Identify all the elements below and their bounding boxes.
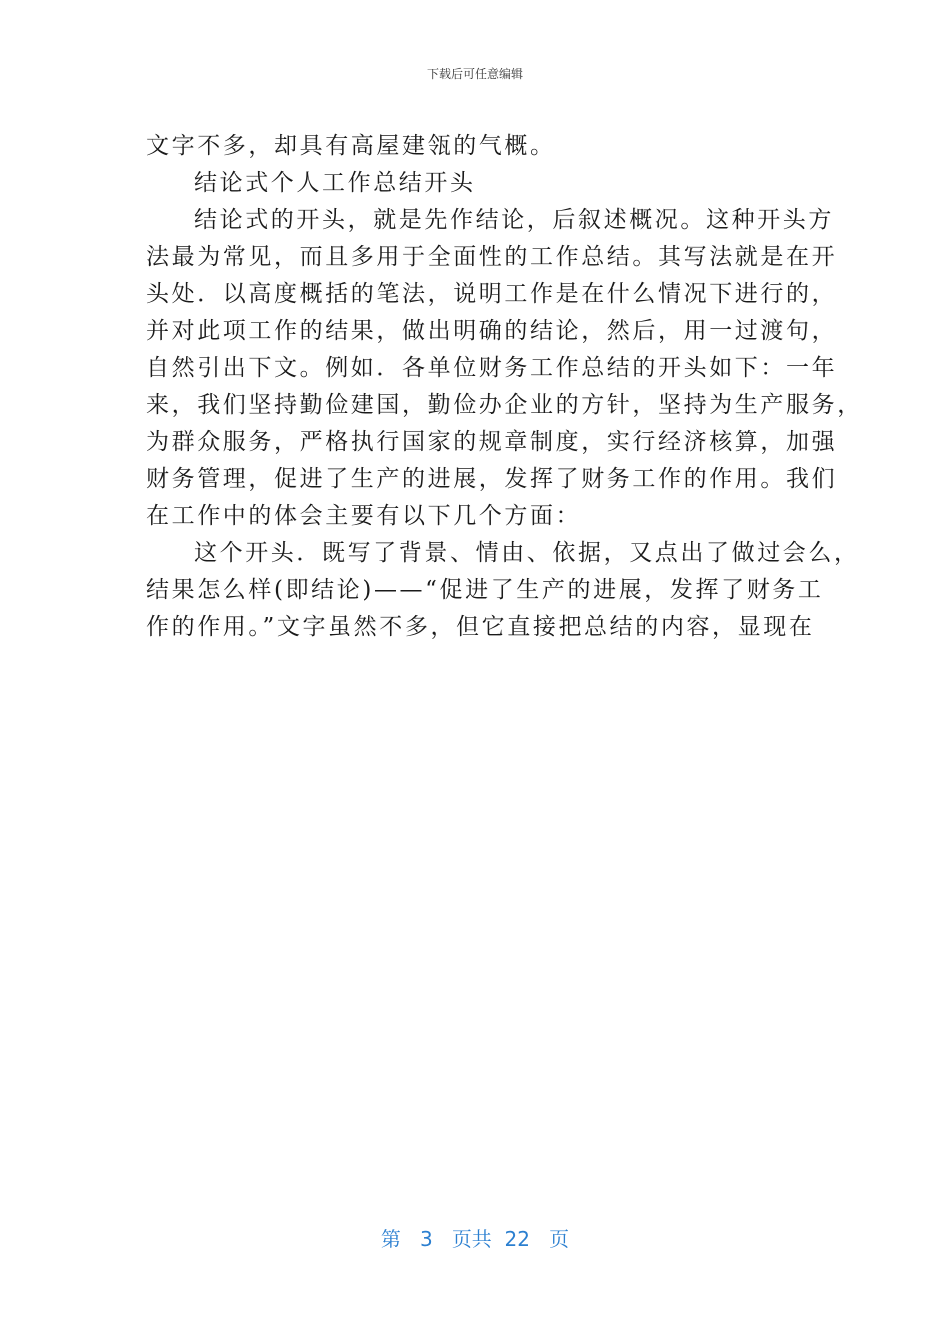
text-line: 法最为常见，而且多用于全面性的工作总结。其写法就是在开 <box>146 244 838 270</box>
text-line: 自然引出下文。例如．各单位财务工作总结的开头如下：一年 <box>146 355 838 381</box>
text-line: 来，我们坚持勤俭建国，勤俭办企业的方针，坚持为生产服务， <box>146 392 863 418</box>
page-footer <box>0 1226 950 1252</box>
text-line: 并对此项工作的结果，做出明确的结论，然后，用一过渡句， <box>146 318 838 344</box>
text-line: 在工作中的体会主要有以下几个方面： <box>146 503 582 529</box>
text-line: 文字不多，却具有高屋建瓴的气概。 <box>146 133 556 159</box>
text-line: 头处．以高度概括的笔法，说明工作是在什么情况下进行的， <box>146 281 838 307</box>
text-line: 结果怎么样(即结论)——“促进了生产的进展，发挥了财务工 <box>146 577 824 603</box>
text-line: 结论式的开头，就是先作结论，后叙述概况。这种开头方 <box>194 207 834 233</box>
body-text <box>146 128 863 646</box>
text-line: 结论式个人工作总结开头 <box>194 170 476 196</box>
page-number-prefix: 第 <box>380 1227 401 1251</box>
header-note: 下载后可任意编辑 <box>426 67 523 81</box>
current-page-number: 3 <box>420 1227 433 1251</box>
text-line: 财务管理，促进了生产的进展，发挥了财务工作的作用。我们 <box>146 466 838 492</box>
total-page-count: 22 <box>504 1227 530 1251</box>
page-number-middle: 页共 <box>451 1227 492 1251</box>
page-header <box>0 66 950 82</box>
page-number-suffix: 页 <box>549 1227 570 1251</box>
text-line: 为群众服务，严格执行国家的规章制度，实行经济核算，加强 <box>146 429 838 455</box>
text-line: 作的作用。”文字虽然不多，但它直接把总结的内容，显现在 <box>146 614 815 640</box>
text-line: 这个开头．既写了背景、情由、依据，又点出了做过会么， <box>194 540 860 566</box>
